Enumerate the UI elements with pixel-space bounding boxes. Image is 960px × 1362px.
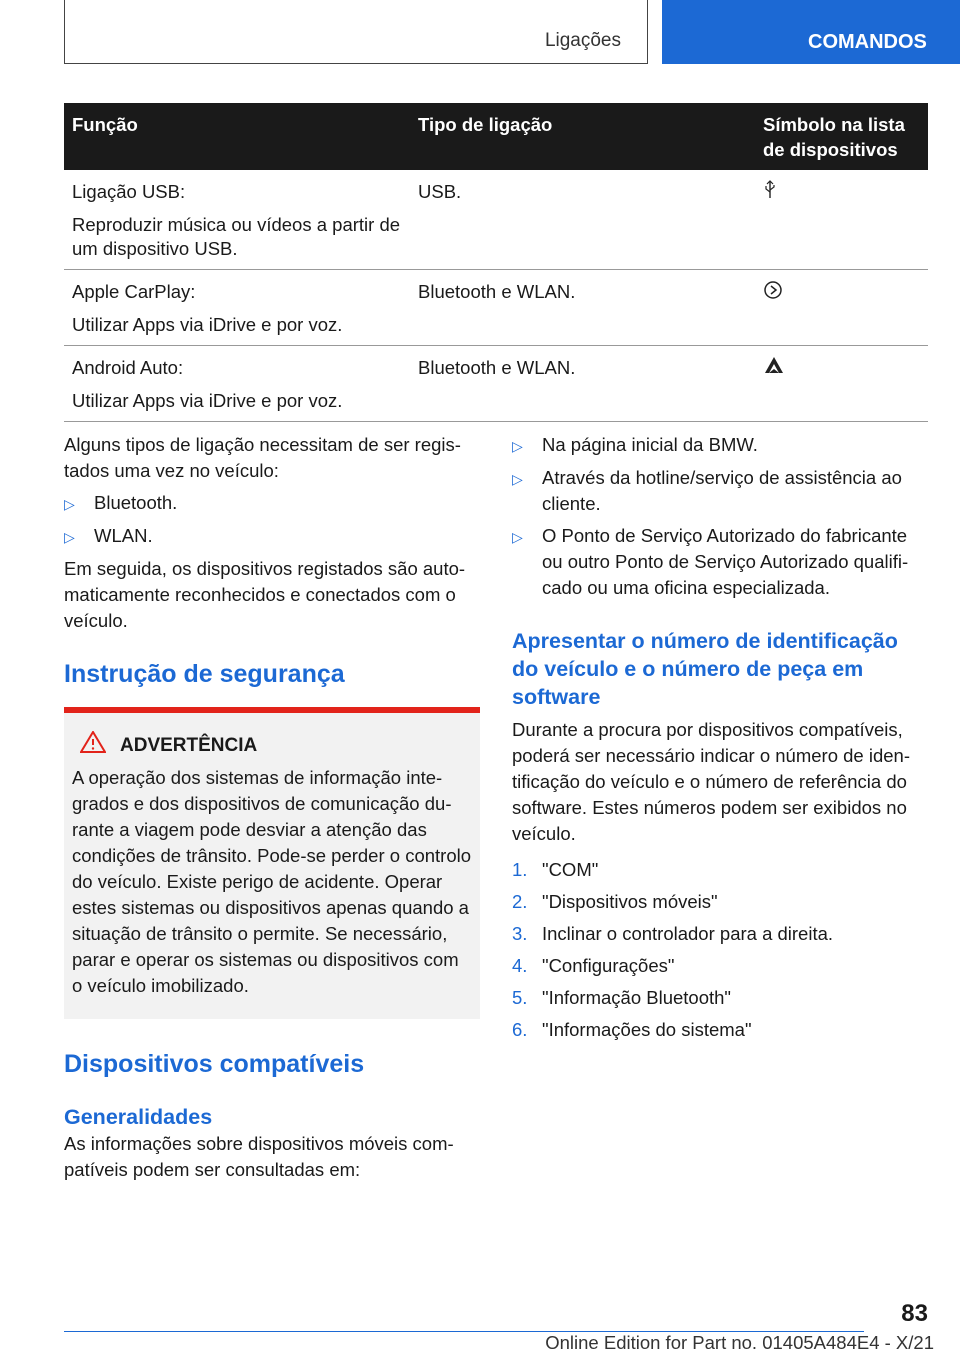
- header-section-box: [64, 0, 648, 64]
- list-item: [512, 857, 928, 883]
- intro-text: Alguns tipos de ligação necessitam de ser registados uma vez no veículo:: [64, 434, 461, 481]
- warning-box: [64, 707, 480, 1019]
- step-text: "Informação Bluetooth": [542, 987, 731, 1008]
- list-item: [512, 1017, 928, 1043]
- function-title: Ligação USB:: [72, 181, 186, 202]
- triangle-bullet-icon: ▷: [64, 496, 75, 512]
- header-section: Ligações: [544, 30, 621, 51]
- bullet-text: O Ponto de Serviço Autorizado do fabricante ou outro Ponto de Serviço Autorizado qualificado ou uma oficina especializada.: [542, 525, 909, 598]
- general-text: As informações sobre dispositivos móveis compatíveis podem ser consultadas em:: [64, 1133, 454, 1180]
- table-row: [64, 346, 928, 422]
- connection-table: [64, 103, 928, 422]
- function-desc: Reproduzir música ou vídeos a partir de um dispositivo USB.: [72, 214, 401, 259]
- vin-text: Durante a procura por dispositivos compatíveis, poderá ser necessário indicar o número de identificação do veículo e o número de referência do software. Estes números podem ser exibidos no veículo.: [512, 719, 910, 844]
- page-number: 83: [901, 1300, 928, 1327]
- list-item: [512, 985, 928, 1011]
- list-item: [512, 465, 928, 517]
- bullet-text: WLAN.: [94, 525, 153, 546]
- warning-text: A operação dos sistemas de informação integrados e dos dispositivos de comunicação durante a viagem pode desviar a atenção das condições de trânsito. Pode-se perder o controlo do veículo. Existe perigo de acidente. Operar estes sistemas ou dispositivos apenas quando a situação de trânsito o permite. Se necessário, parar e operar os sistemas ou dispositivos com o veículo imobilizado.: [72, 767, 472, 996]
- step-number: 1.: [512, 859, 528, 880]
- bullet-text: Bluetooth.: [94, 492, 178, 513]
- compat-heading: Dispositivos compatíveis: [64, 1050, 365, 1078]
- general-heading: Generalidades: [64, 1105, 213, 1129]
- step-text: "Informações do sistema": [542, 1019, 752, 1040]
- android-auto-icon: [763, 359, 785, 380]
- bullet-text: Na página inicial da BMW.: [542, 434, 758, 455]
- step-text: Inclinar o controlador para a direita.: [542, 923, 834, 944]
- connection-type: Bluetooth e WLAN.: [410, 270, 755, 346]
- triangle-bullet-icon: ▷: [512, 471, 523, 487]
- step-number: 3.: [512, 923, 528, 944]
- table-header: Função: [64, 103, 410, 170]
- table-row: [64, 270, 928, 346]
- connection-type: Bluetooth e WLAN.: [410, 346, 755, 422]
- bullet-text: Através da hotline/serviço de assistência ao cliente.: [542, 467, 902, 514]
- right-column: [512, 432, 928, 1043]
- step-number: 4.: [512, 955, 528, 976]
- step-text: "COM": [542, 859, 599, 880]
- footer-text: Online Edition for Part no. 01405A484E4 - X/21: [545, 1332, 934, 1353]
- triangle-bullet-icon: ▷: [64, 529, 75, 545]
- list-item: [512, 889, 928, 915]
- list-item: [64, 523, 480, 550]
- function-desc: Utilizar Apps via iDrive e por voz.: [72, 390, 343, 411]
- after-text: Em seguida, os dispositivos registados são automaticamente reconhecidos e conectados com o veículo.: [64, 558, 466, 631]
- warning-title: ADVERTÊNCIA: [120, 735, 258, 756]
- warning-triangle-icon: [72, 731, 120, 761]
- function-desc: Utilizar Apps via iDrive e por voz.: [72, 314, 343, 335]
- list-item: [512, 953, 928, 979]
- connection-type: USB.: [410, 170, 755, 270]
- function-title: Apple CarPlay:: [72, 281, 196, 302]
- step-text: "Dispositivos móveis": [542, 891, 718, 912]
- vin-heading: Apresentar o número de identificação do veículo e o número de peça em software: [512, 629, 898, 709]
- left-column: [64, 432, 480, 1183]
- function-title: Android Auto:: [72, 357, 184, 378]
- step-number: 2.: [512, 891, 528, 912]
- list-item: [512, 523, 928, 601]
- carplay-icon: [763, 283, 783, 304]
- step-text: "Configurações": [542, 955, 675, 976]
- triangle-bullet-icon: ▷: [512, 438, 523, 454]
- usb-icon: [763, 183, 777, 204]
- step-number: 5.: [512, 987, 528, 1008]
- header-chapter-tab[interactable]: COMANDOS: [662, 0, 960, 64]
- safety-heading: Instrução de segurança: [64, 660, 345, 688]
- list-item: [512, 921, 928, 947]
- step-number: 6.: [512, 1019, 528, 1040]
- table-header: Tipo de ligação: [410, 103, 755, 170]
- list-item: [64, 490, 480, 517]
- list-item: [512, 432, 928, 459]
- table-row: [64, 170, 928, 270]
- table-header: Símbolo na lista de dispositivos: [755, 103, 928, 170]
- triangle-bullet-icon: ▷: [512, 529, 523, 545]
